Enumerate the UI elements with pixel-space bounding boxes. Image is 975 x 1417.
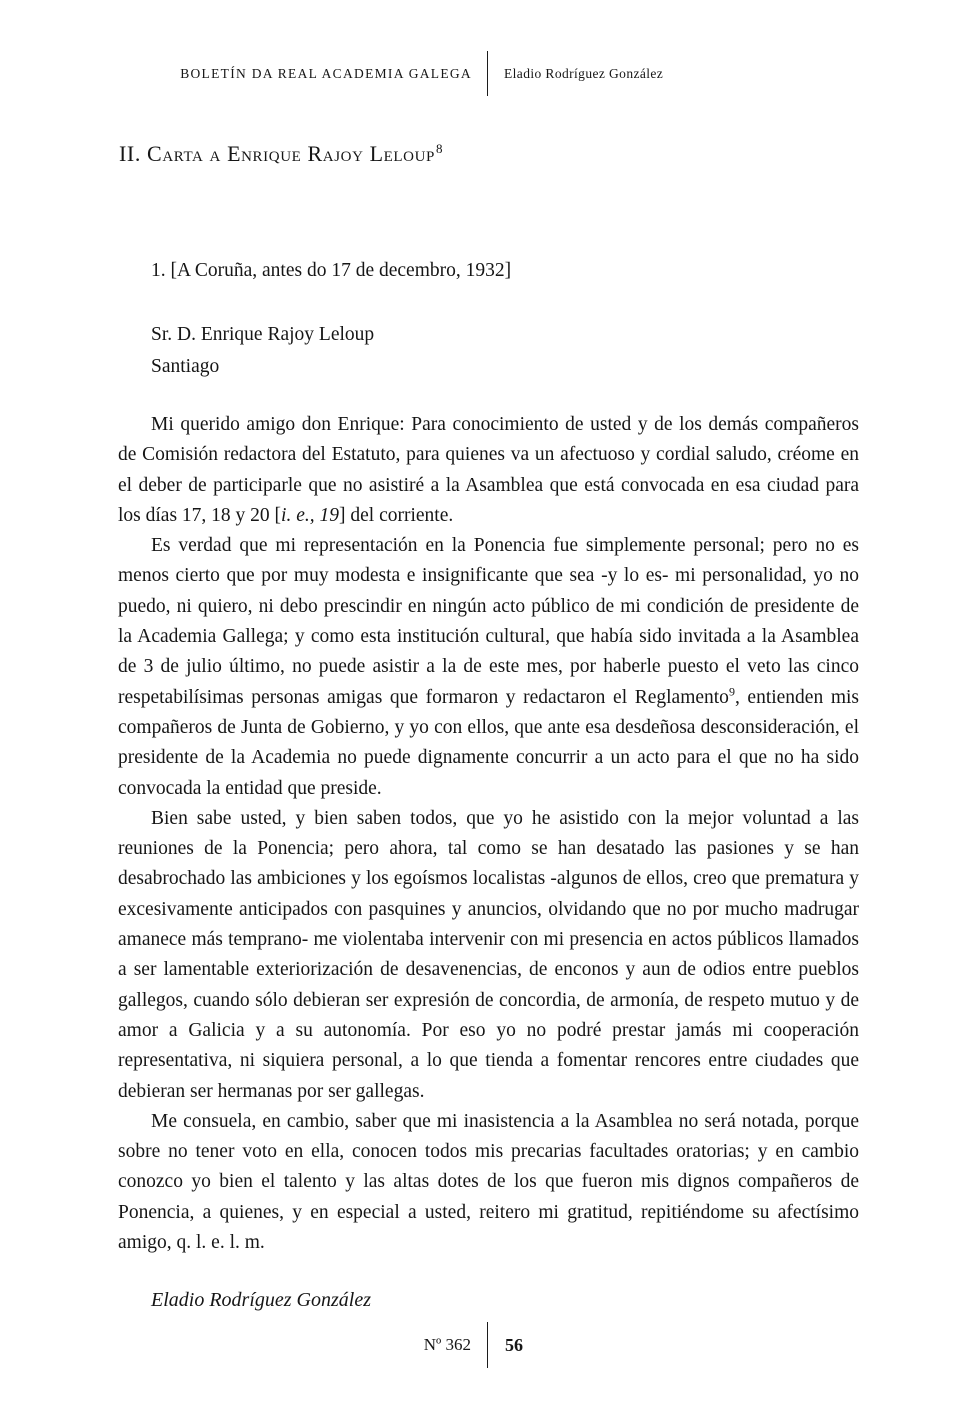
journal-title: BOLETÍN DA REAL ACADEMIA GALEGA: [180, 65, 472, 81]
letter-signature: Eladio Rodríguez González: [151, 1289, 371, 1312]
text-run: ] del corriente.: [339, 504, 454, 526]
letter-paragraph: [118, 1107, 859, 1258]
letter-paragraph: [118, 410, 859, 531]
section-title-text: II. Carta a Enrique Rajoy Leloup: [119, 141, 435, 166]
letter-place: Santiago: [151, 356, 220, 377]
header-author: Eladio Rodríguez González: [504, 65, 664, 81]
text-run: Es verdad que mi representación en la Ponencia fue simplemente personal; pero no es menos cierto que por muy modesta e insignificante que sea -y lo es- mi personalidad, yo no puedo, ni quiero, ni debo prescindir en ningún acto público de mi condición de presidente de la Academia Gallega; y como esta institución cultural, que había sido invitada a la Asamblea de 3 de julio último, no puede asistir a la de este mes, por haberle puesto el veto las cinco respetabilísimas personas amigas que formaron y redactaron el Reglamento: [118, 535, 859, 708]
page-footer: [0, 1322, 975, 1368]
letter: [118, 259, 859, 1312]
issue-number: Nº 362: [423, 1335, 471, 1354]
footnote-ref: 9: [728, 684, 735, 699]
letter-body: [118, 410, 859, 1258]
letter-recipient: Sr. D. Enrique Rajoy Leloup: [151, 324, 375, 345]
text-run: Mi querido amigo don Enrique: Para conocimiento de usted y de los demás compañeros de Comisión redactora del Estatuto, para quienes va un afectuoso y cordial saludo, créome en el deber de participarle que no asistiré a la Asamblea que está convocada en esa ciudad para los días 17, 18 y 20 [: [118, 414, 859, 526]
italic-text: i. e., 19: [281, 504, 339, 526]
text-run: , entienden mis compañeros de Junta de Gobierno, y yo con ellos, que ante esa desdeñosa desconsideración, el presidente de la Academia no puede dignamente concurrir a un acto para el que no ha sido convocada la entidad que preside.: [118, 686, 859, 799]
letter-paragraph: [118, 804, 859, 1107]
text-run: Me consuela, en cambio, saber que mi inasistencia a la Asamblea no será notada, porque sobre no tener voto en ella, conocen todos mis precarias facultades oratorias; y en cambio conozco yo bien el talento y las altas dotes de los que fueron mis dignos compañeros de Ponencia, a quienes, y en especial a usted, reitero mi gratitud, repitiéndome su afectísimo amigo, q. l. e. l. m.: [118, 1110, 859, 1254]
letter-date-line: 1. [A Coruña, antes do 17 de decembro, 1932]: [151, 260, 512, 281]
section-title: [119, 141, 443, 167]
running-header: [0, 51, 975, 96]
footnote-ref-8: 8: [435, 140, 444, 156]
letter-paragraph: [118, 531, 859, 804]
page-number: 56: [505, 1334, 523, 1355]
text-run: Bien sabe usted, y bien saben todos, que yo he asistido con la mejor voluntad a las reuniones de la Ponencia; pero ahora, tal como se han desatado las pasiones y se han desabrochado las ambiciones y los egoísmos localistas -algunos de ellos, creo que prematura y excesivamente anticipados con pasquines y anuncios, olvidando que no por mucho madrugar amanece más temprano- me violentaba intervenir con mi presencia en actos públicos llamados a ser lamentable exteriorización de desavenencias, de enconos y aun de odios entre pueblos gallegos, cuando sólo debieran ser expresión de concordia, de armonía, de respeto mutuo y de amor a Galicia y a su autonomía. Por eso yo no podré prestar jamás mi cooperación representativa, ni siquiera personal, a lo que tienda a fomentar rencores entre ciudades que debieran ser hermanas por ser gallegas.: [118, 807, 859, 1102]
